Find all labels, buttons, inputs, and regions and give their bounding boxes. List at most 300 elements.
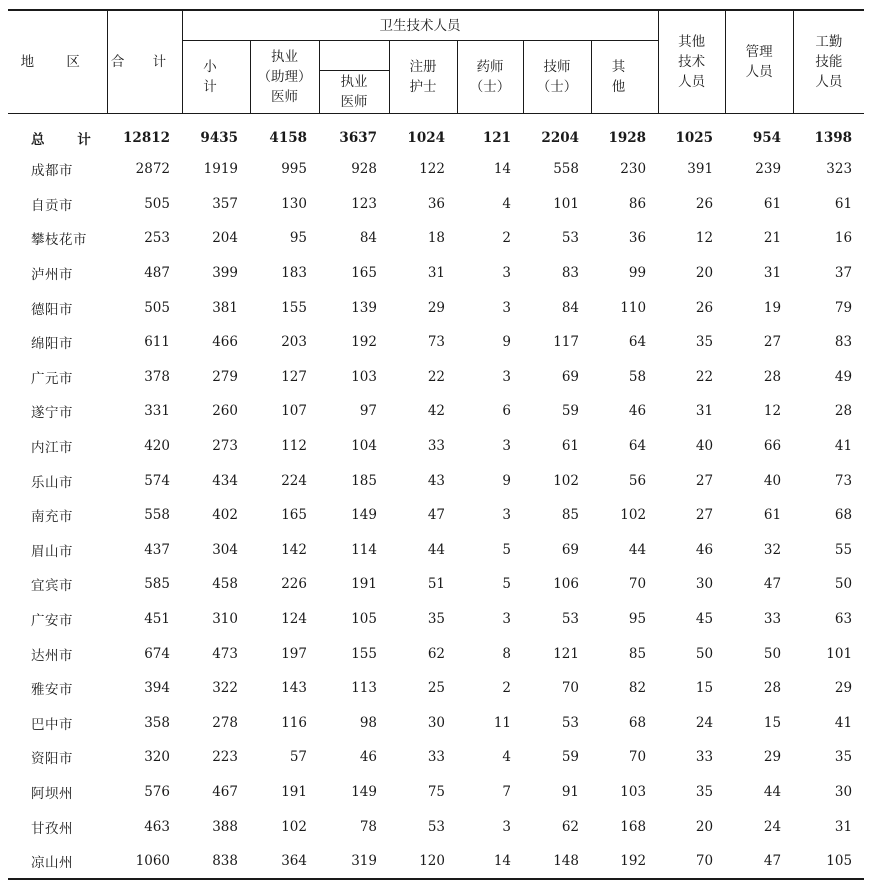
service-cell: 55 [834, 541, 853, 558]
technician-cell: 70 [561, 680, 579, 697]
header-total: 合 计 [107, 10, 182, 114]
practicing-cell: 103 [351, 368, 377, 385]
other-cell: 192 [591, 844, 658, 880]
nurse-cell: 51 [427, 576, 445, 593]
subtotal-cell: 273 [212, 438, 238, 455]
practicing-cell: 155 [351, 645, 377, 662]
other-tech-cell: 1025 [675, 130, 714, 146]
region-cell: 内江市 [31, 440, 73, 457]
other-tech-cell: 40 [695, 438, 714, 455]
pharmacist-cell: 3 [502, 299, 511, 316]
practicing-cell: 98 [359, 714, 377, 731]
region-cell: 凉山州 [8, 844, 107, 880]
table-row [8, 636, 864, 671]
practicing-assistant-cell: 191 [281, 783, 307, 800]
service-cell: 16 [834, 230, 853, 247]
subtotal-cell: 260 [212, 403, 238, 420]
nurse-cell: 75 [427, 783, 445, 800]
service-cell: 50 [834, 576, 853, 593]
header-pharmacist-line1: 药师 [476, 59, 504, 75]
table-row [8, 533, 864, 568]
subtotal-cell: 1919 [203, 161, 238, 178]
header-service-line2: 技能 [815, 54, 843, 70]
practicing-cell: 78 [359, 818, 377, 835]
practicing-cell: 46 [359, 749, 377, 766]
practicing-cell: 191 [351, 576, 377, 593]
management-cell: 28 [763, 368, 782, 385]
nurse-cell: 33 [427, 749, 445, 766]
service-cell: 49 [834, 368, 853, 385]
header-pharmacist-line2: （士） [469, 79, 511, 95]
region-cell: 眉山市 [31, 543, 73, 560]
technician-cell: 69 [561, 541, 579, 558]
header-pharmacist [457, 41, 523, 114]
other-tech-cell: 70 [658, 844, 725, 880]
other-tech-cell: 22 [695, 368, 714, 385]
other-cell: 64 [628, 438, 647, 455]
other-cell: 85 [628, 645, 647, 662]
management-cell: 24 [763, 818, 782, 835]
header-practicing-assistant-line1: 执业 [271, 49, 298, 65]
region-cell: 阿坝州 [31, 785, 73, 802]
practicing-assistant-cell: 995 [281, 161, 307, 178]
practicing-cell: 97 [359, 403, 377, 420]
other-cell: 99 [628, 265, 647, 282]
service-cell: 31 [834, 818, 853, 835]
other-tech-cell: 26 [695, 195, 714, 212]
other-tech-cell: 45 [695, 611, 714, 628]
nurse-cell: 53 [427, 818, 445, 835]
practicing-cell: 319 [319, 844, 389, 880]
region-cell: 广元市 [31, 370, 73, 387]
practicing-cell: 149 [351, 507, 377, 524]
technician-cell: 2204 [541, 130, 579, 146]
pharmacist-cell: 3 [502, 368, 511, 385]
practicing-assistant-cell: 143 [281, 680, 307, 697]
service-cell: 101 [826, 645, 853, 662]
region-cell: 自贡市 [31, 197, 73, 214]
table-header [8, 10, 864, 114]
management-cell: 32 [763, 541, 782, 558]
header-practicing-line1: 执业 [340, 74, 368, 90]
table-row [8, 187, 864, 222]
nurse-cell: 122 [419, 161, 445, 178]
other-cell: 64 [628, 334, 647, 351]
practicing-cell: 165 [351, 265, 377, 282]
total-cell: 611 [144, 334, 170, 351]
subtotal-cell: 357 [212, 195, 238, 212]
pharmacist-cell: 4 [502, 749, 511, 766]
practicing-cell: 3637 [339, 130, 377, 146]
other-cell: 103 [620, 783, 647, 800]
practicing-assistant-cell: 112 [281, 438, 307, 455]
service-cell: 73 [834, 472, 853, 489]
pharmacist-cell: 9 [502, 334, 511, 351]
other-cell: 70 [628, 576, 647, 593]
table-row [8, 463, 864, 498]
management-cell: 954 [752, 130, 782, 146]
pharmacist-cell: 7 [502, 783, 511, 800]
header-other-tech-line1: 其他 [678, 34, 706, 50]
management-cell: 239 [755, 161, 782, 178]
practicing-assistant-cell: 116 [281, 714, 307, 731]
service-cell: 323 [826, 161, 853, 178]
header-technician-line1: 技师 [543, 59, 571, 75]
other-tech-cell: 35 [695, 783, 714, 800]
total-cell: 331 [144, 403, 170, 420]
header-practicing-line2: 医师 [340, 94, 368, 110]
technician-cell: 83 [561, 265, 579, 282]
total-row [8, 114, 864, 153]
total-cell: 487 [144, 265, 170, 282]
region-cell: 广安市 [31, 613, 73, 630]
other-tech-cell: 20 [695, 818, 714, 835]
management-cell: 27 [763, 334, 782, 351]
other-tech-cell: 31 [695, 403, 714, 420]
technician-cell: 148 [523, 844, 591, 880]
header-nurse [389, 41, 457, 114]
nurse-cell: 36 [427, 195, 445, 212]
header-other-tech-line2: 技术 [678, 54, 706, 70]
technician-cell: 101 [553, 195, 579, 212]
service-cell: 28 [834, 403, 853, 420]
management-cell: 19 [763, 299, 782, 316]
total-cell: 451 [144, 611, 170, 628]
practicing-assistant-cell: 224 [281, 472, 307, 489]
subtotal-cell: 466 [212, 334, 238, 351]
other-tech-cell: 391 [687, 161, 714, 178]
header-subtotal: 小 计 [182, 41, 250, 114]
table-row [8, 429, 864, 464]
technician-cell: 53 [561, 230, 579, 247]
practicing-assistant-cell: 183 [281, 265, 307, 282]
total-cell: 505 [144, 299, 170, 316]
region-cell: 巴中市 [31, 716, 73, 733]
region-cell: 雅安市 [31, 682, 73, 699]
nurse-cell: 31 [427, 265, 445, 282]
management-cell: 66 [763, 438, 782, 455]
nurse-cell: 29 [427, 299, 445, 316]
practicing-assistant-cell: 197 [281, 645, 307, 662]
technician-cell: 53 [561, 714, 579, 731]
pharmacist-cell: 3 [502, 818, 511, 835]
practicing-assistant-cell: 107 [281, 403, 307, 420]
pharmacist-cell: 2 [502, 230, 511, 247]
total-cell: 378 [144, 368, 170, 385]
management-cell: 28 [763, 680, 782, 697]
total-cell: 558 [144, 507, 170, 524]
subtotal-cell: 838 [182, 844, 250, 880]
table-row [8, 394, 864, 429]
total-cell: 394 [144, 680, 170, 697]
other-tech-cell: 30 [695, 576, 714, 593]
table-row [8, 567, 864, 602]
pharmacist-cell: 121 [482, 130, 511, 146]
other-tech-cell: 12 [695, 230, 714, 247]
management-cell: 33 [763, 611, 782, 628]
pharmacist-cell: 6 [502, 403, 511, 420]
technician-cell: 85 [561, 507, 579, 524]
table-row [8, 360, 864, 395]
subtotal-cell: 223 [212, 749, 238, 766]
nurse-cell: 62 [427, 645, 445, 662]
other-cell: 46 [628, 403, 647, 420]
practicing-cell: 192 [351, 334, 377, 351]
region-cell: 甘孜州 [31, 820, 73, 837]
subtotal-cell: 434 [212, 472, 238, 489]
header-practicing-assistant [250, 41, 319, 114]
nurse-cell: 35 [427, 611, 445, 628]
table-row [8, 290, 864, 325]
other-cell: 110 [620, 299, 647, 316]
header-other-tech-line3: 人员 [678, 74, 706, 90]
practicing-assistant-cell: 226 [281, 576, 307, 593]
management-cell: 61 [763, 507, 782, 524]
service-cell: 79 [834, 299, 853, 316]
nurse-cell: 18 [427, 230, 445, 247]
subtotal-cell: 458 [212, 576, 238, 593]
management-cell: 47 [725, 844, 793, 880]
other-tech-cell: 35 [695, 334, 714, 351]
subtotal-cell: 388 [212, 818, 238, 835]
subtotal-cell: 322 [212, 680, 238, 697]
total-cell: 437 [144, 541, 170, 558]
nurse-cell: 120 [389, 844, 457, 880]
other-tech-cell: 24 [695, 714, 714, 731]
service-cell: 35 [834, 749, 853, 766]
technician-cell: 106 [553, 576, 579, 593]
technician-cell: 84 [561, 299, 579, 316]
other-cell: 68 [628, 714, 647, 731]
total-cell: 2872 [135, 161, 170, 178]
nurse-cell: 25 [427, 680, 445, 697]
other-cell: 95 [628, 611, 647, 628]
header-practicing-spacer [319, 41, 389, 71]
other-cell: 70 [628, 749, 647, 766]
other-tech-cell: 27 [695, 472, 714, 489]
region-cell: 南充市 [31, 509, 73, 526]
subtotal-cell: 310 [212, 611, 238, 628]
pharmacist-cell: 14 [493, 161, 511, 178]
service-cell: 83 [834, 334, 853, 351]
practicing-cell: 928 [351, 161, 377, 178]
total-cell: 358 [144, 714, 170, 731]
other-cell: 82 [628, 680, 647, 697]
practicing-assistant-cell: 95 [289, 230, 307, 247]
region-cell: 德阳市 [31, 301, 73, 318]
region-cell: 成都市 [31, 163, 73, 180]
nurse-cell: 33 [427, 438, 445, 455]
technician-cell: 558 [553, 161, 579, 178]
other-tech-cell: 26 [695, 299, 714, 316]
header-management [725, 10, 793, 114]
technician-cell: 69 [561, 368, 579, 385]
table-row [8, 671, 864, 706]
subtotal-cell: 399 [212, 265, 238, 282]
total-cell: 253 [144, 230, 170, 247]
region-cell: 泸州市 [31, 267, 73, 284]
total-cell: 320 [144, 749, 170, 766]
total-cell: 574 [144, 472, 170, 489]
region-cell: 遂宁市 [31, 405, 73, 422]
header-nurse-line1: 注册 [409, 59, 437, 75]
pharmacist-cell: 8 [502, 645, 511, 662]
service-cell: 1398 [814, 130, 853, 146]
subtotal-cell: 304 [212, 541, 238, 558]
header-management-line1: 管理 [745, 44, 773, 60]
technician-cell: 53 [561, 611, 579, 628]
pharmacist-cell: 9 [502, 472, 511, 489]
practicing-cell: 114 [351, 541, 377, 558]
management-cell: 29 [763, 749, 782, 766]
pharmacist-cell: 4 [502, 195, 511, 212]
management-cell: 44 [763, 783, 782, 800]
header-practicing-assistant-line2: （助理） [257, 69, 312, 85]
total-cell: 12812 [123, 130, 170, 146]
practicing-cell: 123 [351, 195, 377, 212]
subtotal-cell: 204 [212, 230, 238, 247]
other-cell: 44 [628, 541, 647, 558]
subtotal-cell: 9435 [200, 130, 238, 146]
other-cell: 58 [628, 368, 647, 385]
pharmacist-cell: 3 [502, 611, 511, 628]
header-practicing [319, 71, 389, 114]
header-practicing-assistant-line3: 医师 [271, 89, 298, 105]
table-row [8, 740, 864, 775]
region-cell: 乐山市 [31, 474, 73, 491]
region-cell: 攀枝花市 [31, 232, 87, 249]
subtotal-cell: 467 [212, 783, 238, 800]
health-staff-table [8, 9, 864, 880]
pharmacist-cell: 3 [502, 438, 511, 455]
pharmacist-cell: 5 [502, 541, 511, 558]
service-cell: 68 [834, 507, 853, 524]
practicing-assistant-cell: 130 [281, 195, 307, 212]
practicing-cell: 149 [351, 783, 377, 800]
subtotal-cell: 402 [212, 507, 238, 524]
total-cell: 463 [144, 818, 170, 835]
technician-cell: 59 [561, 403, 579, 420]
table-row [8, 706, 864, 741]
region-cell: 总 计 [31, 132, 105, 148]
table-row [8, 498, 864, 533]
management-cell: 50 [763, 645, 782, 662]
subtotal-cell: 381 [212, 299, 238, 316]
practicing-assistant-cell: 124 [281, 611, 307, 628]
table-row [8, 152, 864, 187]
management-cell: 40 [763, 472, 782, 489]
region-cell: 绵阳市 [31, 336, 73, 353]
header-technician-line2: （士） [536, 79, 578, 95]
header-service [793, 10, 864, 114]
table-row [8, 602, 864, 637]
service-cell: 41 [834, 438, 853, 455]
other-cell: 56 [628, 472, 647, 489]
technician-cell: 117 [553, 334, 579, 351]
subtotal-cell: 278 [212, 714, 238, 731]
practicing-assistant-cell: 155 [281, 299, 307, 316]
header-other-tech [658, 10, 725, 114]
table-row [8, 221, 864, 256]
management-cell: 12 [763, 403, 782, 420]
pharmacist-cell: 2 [502, 680, 511, 697]
other-tech-cell: 33 [695, 749, 714, 766]
technician-cell: 59 [561, 749, 579, 766]
region-cell: 宜宾市 [31, 578, 73, 595]
total-cell: 505 [144, 195, 170, 212]
practicing-cell: 84 [359, 230, 377, 247]
other-tech-cell: 50 [695, 645, 714, 662]
header-health-tech: 卫生技术人员 [182, 10, 658, 41]
table-row [8, 809, 864, 844]
pharmacist-cell: 14 [457, 844, 523, 880]
nurse-cell: 30 [427, 714, 445, 731]
total-cell: 1060 [107, 844, 182, 880]
practicing-cell: 113 [351, 680, 377, 697]
pharmacist-cell: 3 [502, 507, 511, 524]
pharmacist-cell: 3 [502, 265, 511, 282]
service-cell: 29 [834, 680, 853, 697]
table-row [8, 775, 864, 810]
table-row [8, 325, 864, 360]
service-cell: 105 [793, 844, 864, 880]
service-cell: 37 [834, 265, 853, 282]
other-cell: 1928 [608, 130, 647, 146]
management-cell: 47 [763, 576, 782, 593]
header-management-line2: 人员 [745, 64, 773, 80]
other-tech-cell: 46 [695, 541, 714, 558]
practicing-cell: 185 [351, 472, 377, 489]
header-nurse-line2: 护士 [409, 79, 437, 95]
practicing-assistant-cell: 364 [250, 844, 319, 880]
technician-cell: 102 [553, 472, 579, 489]
practicing-assistant-cell: 142 [281, 541, 307, 558]
nurse-cell: 1024 [407, 130, 445, 146]
table-body [8, 114, 864, 880]
service-cell: 61 [834, 195, 853, 212]
management-cell: 21 [763, 230, 782, 247]
total-cell: 576 [144, 783, 170, 800]
practicing-assistant-cell: 165 [281, 507, 307, 524]
region-cell: 达州市 [31, 647, 73, 664]
pharmacist-cell: 5 [502, 576, 511, 593]
technician-cell: 91 [561, 783, 579, 800]
other-cell: 86 [628, 195, 647, 212]
technician-cell: 121 [553, 645, 579, 662]
subtotal-cell: 279 [212, 368, 238, 385]
other-cell: 102 [620, 507, 647, 524]
nurse-cell: 73 [427, 334, 445, 351]
service-cell: 63 [834, 611, 853, 628]
practicing-cell: 139 [351, 299, 377, 316]
header-service-line1: 工勤 [815, 34, 843, 50]
other-cell: 36 [628, 230, 647, 247]
other-cell: 168 [620, 818, 647, 835]
service-cell: 30 [834, 783, 853, 800]
total-cell: 674 [144, 645, 170, 662]
other-tech-cell: 15 [695, 680, 714, 697]
practicing-assistant-cell: 203 [281, 334, 307, 351]
technician-cell: 62 [561, 818, 579, 835]
other-cell: 230 [620, 161, 647, 178]
management-cell: 15 [763, 714, 782, 731]
practicing-assistant-cell: 127 [281, 368, 307, 385]
practicing-assistant-cell: 57 [289, 749, 307, 766]
nurse-cell: 47 [427, 507, 445, 524]
management-cell: 31 [763, 265, 782, 282]
practicing-cell: 104 [351, 438, 377, 455]
header-technician [523, 41, 591, 114]
